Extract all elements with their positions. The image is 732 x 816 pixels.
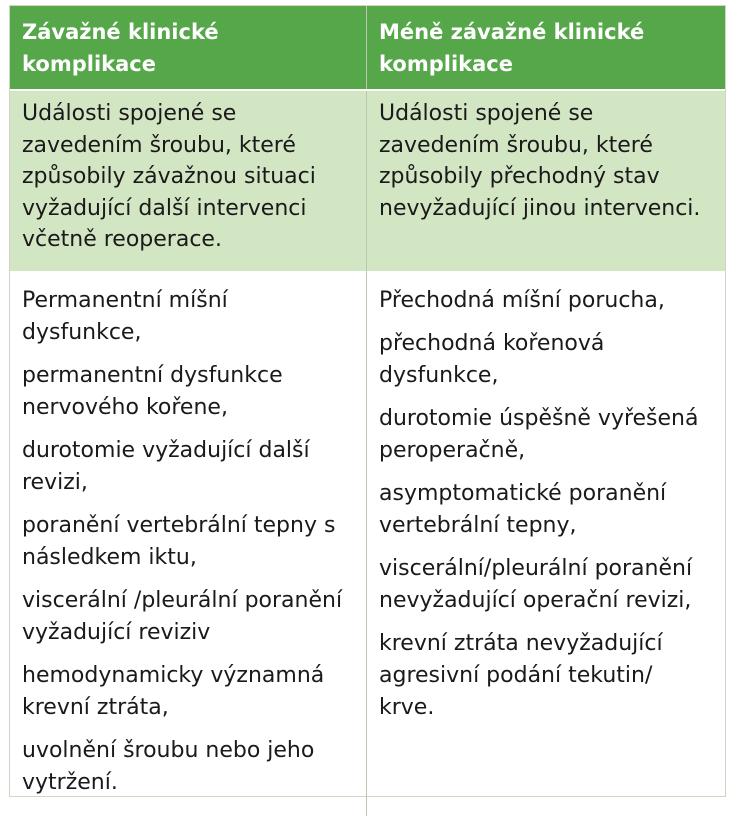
header-severe: Závažné klinické komplikace — [22, 20, 219, 76]
list-item: krevní ztráta nevyžadující agresivní podání tekutin/ krve. — [379, 631, 663, 720]
description-less-severe: Události spojené se zavedením šroubu, které způsobily přechodný stav nevyžadující jinou intervenci. — [366, 91, 725, 271]
list-item: durotomie vyžadující další revizi, — [22, 438, 310, 495]
list-item: durotomie úspěšně vyřešená peroperačně, — [379, 406, 699, 463]
list-item: Permanentní míšní dysfunkce, — [22, 288, 228, 345]
header-less-severe: Méně závažné klinické komplikace — [366, 6, 725, 89]
list-item: viscerální/pleurální poranění nevyžadující operační revizi, — [379, 556, 693, 613]
list-item: asymptomatické poranění vertebrální tepny, — [379, 481, 667, 538]
list-item: permanentní dysfunkce nervového kořene, — [22, 363, 283, 420]
complications-table — [9, 5, 726, 797]
description-severe: Události spojené se zavedením šroubu, které způsobily závažnou situaci vyžadující další intervenci včetně reoperace. — [22, 101, 316, 252]
table-header-row — [10, 6, 725, 89]
examples-less-severe — [366, 271, 725, 816]
description-row — [10, 89, 725, 271]
list-item: viscerální /pleurální poranění vyžadující reviziv — [22, 588, 343, 645]
list-item: uvolnění šroubu nebo jeho vytržení. — [22, 738, 315, 795]
list-item: Přechodná míšní porucha, — [379, 288, 665, 313]
examples-row — [10, 271, 725, 796]
examples-severe — [10, 271, 366, 816]
list-item: poranění vertebrální tepny s následkem iktu, — [22, 513, 336, 570]
list-item: hemodynamicky významná krevní ztráta, — [22, 663, 325, 720]
list-item: přechodná kořenová dysfunkce, — [379, 331, 605, 388]
